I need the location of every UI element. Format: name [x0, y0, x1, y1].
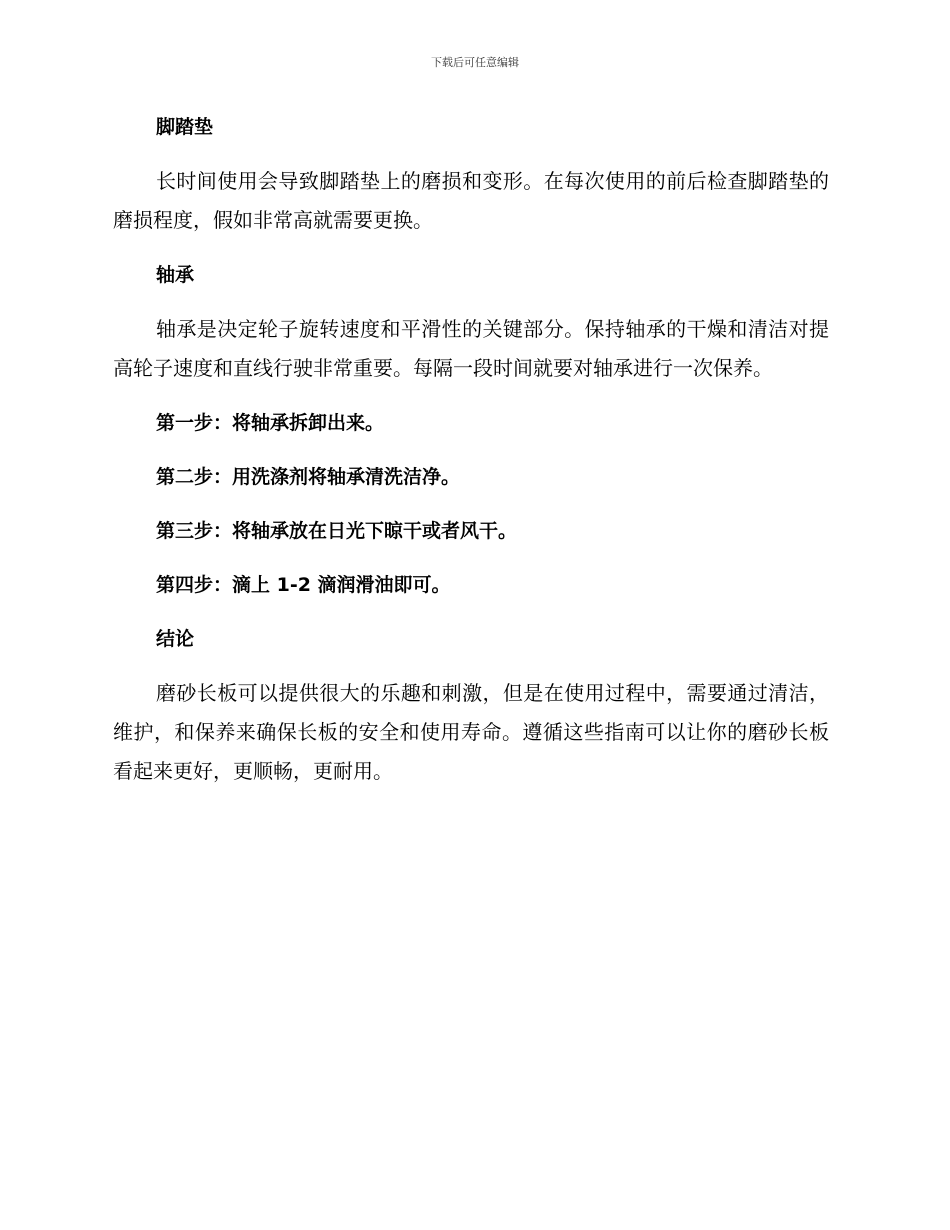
bearing-step-2: 第二步：用洗涤剂将轴承清洗洁净。: [156, 466, 461, 488]
section-paragraph-footmat: 长时间使用会导致脚踏垫上的磨损和变形。在每次使用的前后检查脚踏垫的磨损程度，假如非常高就需要更换。: [113, 169, 829, 232]
bearing-step-3: 第三步：将轴承放在日光下晾干或者风干。: [156, 520, 518, 542]
bearing-step-4: 第四步：滴上 1-2 滴润滑油即可。: [156, 574, 451, 596]
page-header-note: 下载后可任意编辑: [431, 56, 519, 69]
document-body: [113, 108, 829, 807]
section-heading-footmat: 脚踏垫: [156, 116, 214, 138]
section-paragraph-conclusion: 磨砂长板可以提供很大的乐趣和刺激，但是在使用过程中，需要通过清洁，维护，和保养来确保长板的安全和使用寿命。遵循这些指南可以让你的磨砂长板看起来更好，更顺畅，更耐用。: [113, 681, 829, 783]
section-paragraph-bearing: 轴承是决定轮子旋转速度和平滑性的关键部分。保持轴承的干燥和清洁对提高轮子速度和直线行驶非常重要。每隔一段时间就要对轴承进行一次保养。: [113, 317, 829, 380]
bearing-step-1: 第一步：将轴承拆卸出来。: [156, 412, 385, 434]
section-heading-bearing: 轴承: [156, 264, 195, 286]
section-heading-conclusion: 结论: [156, 628, 195, 650]
